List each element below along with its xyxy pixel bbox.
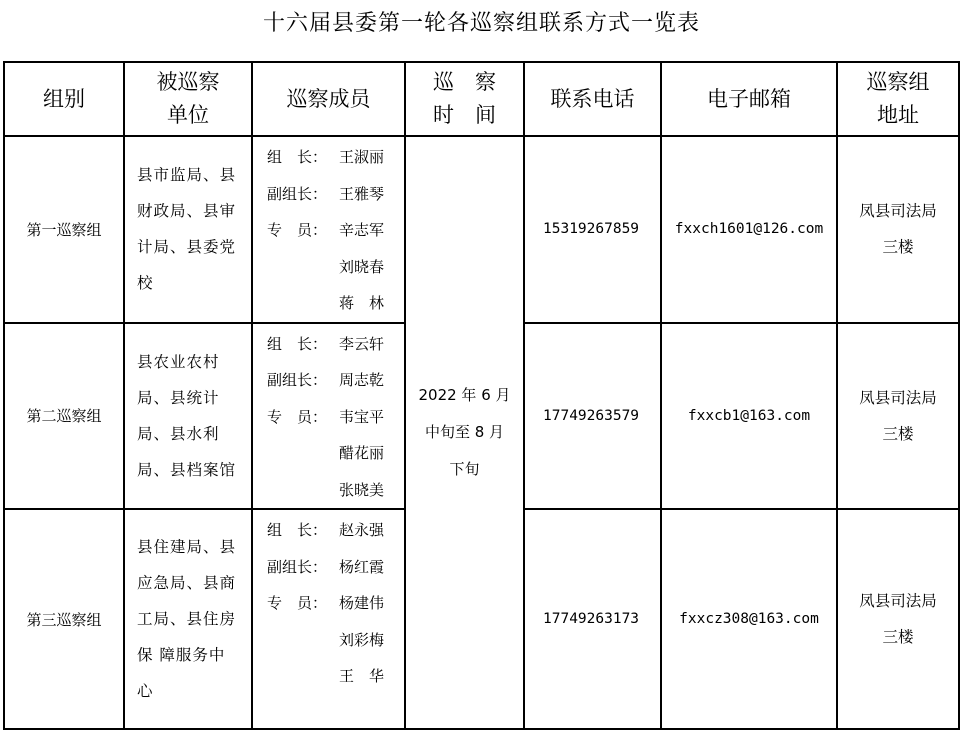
member-role <box>253 249 339 286</box>
header-unit-line2: 单位 <box>167 103 209 127</box>
member-name: 王淑丽 <box>339 148 385 166</box>
member-name: 刘彩梅 <box>339 630 385 649</box>
member-line <box>253 472 404 509</box>
unit-line: 财政局、县审 <box>137 202 237 221</box>
header-address-line2: 地址 <box>877 103 919 127</box>
member-name: 蒋 林 <box>339 294 385 312</box>
member-name: 王雅琴 <box>339 184 385 203</box>
member-role <box>253 285 339 322</box>
member-name: 杨红霞 <box>339 557 385 576</box>
member-role: 专 员： <box>267 407 328 426</box>
members-list <box>252 323 405 510</box>
member-line <box>253 622 404 659</box>
contact-table <box>3 61 960 730</box>
member-name: 杨建伟 <box>339 594 385 612</box>
header-time-line2: 时 间 <box>433 103 496 127</box>
unit-line: 心 <box>137 682 154 700</box>
header-group: 组别 <box>4 62 124 136</box>
header-time-line1: 巡 察 <box>433 70 496 94</box>
member-line <box>253 362 404 399</box>
member-line <box>253 285 404 322</box>
unit-line: 应急局、县商 <box>137 574 237 592</box>
address-line: 凤县司法局 <box>859 388 937 407</box>
address-line: 凤县司法局 <box>859 202 937 221</box>
office-address <box>837 323 959 510</box>
unit-line: 校 <box>137 274 154 293</box>
unit-line: 计局、县委党 <box>137 238 237 257</box>
member-line <box>253 326 404 363</box>
member-name: 醋花丽 <box>339 444 385 462</box>
unit-line: 局、县统计 <box>137 388 220 407</box>
member-line <box>253 212 404 249</box>
member-name: 王 华 <box>339 667 385 685</box>
member-role: 组 长： <box>267 334 328 353</box>
address-line: 三楼 <box>882 424 914 443</box>
header-email: 电子邮箱 <box>661 62 837 136</box>
address-line: 三楼 <box>882 238 914 257</box>
member-line <box>253 399 404 436</box>
office-address <box>837 136 959 323</box>
member-role: 副组长： <box>267 371 328 389</box>
time-line: 中旬至 8 月 <box>424 423 505 441</box>
group-name: 第二巡察组 <box>4 323 124 510</box>
phone-number: 15319267859 <box>524 136 661 323</box>
member-role <box>253 622 339 659</box>
member-name: 辛志军 <box>339 221 385 239</box>
member-line <box>253 585 404 622</box>
members-list <box>252 136 405 323</box>
member-role <box>253 658 339 695</box>
member-name: 周志乾 <box>339 371 385 389</box>
page-title: 十六届县委第一轮各巡察组联系方式一览表 <box>262 11 700 36</box>
header-unit <box>124 62 252 136</box>
member-role: 组 长： <box>267 148 328 166</box>
inspected-units <box>124 323 252 510</box>
office-address <box>837 509 959 729</box>
member-name: 李云轩 <box>339 334 385 353</box>
members-list <box>252 509 405 729</box>
member-name: 张晓美 <box>339 480 385 499</box>
address-line: 凤县司法局 <box>859 592 937 610</box>
header-address-line1: 巡察组 <box>866 70 930 94</box>
member-line <box>253 512 404 549</box>
member-line <box>253 176 404 213</box>
member-line <box>253 435 404 472</box>
time-line: 2022 年 6 月 <box>418 386 511 404</box>
member-name: 刘晓春 <box>339 257 385 276</box>
group-name: 第一巡察组 <box>4 136 124 323</box>
time-line: 下旬 <box>449 460 480 478</box>
unit-line: 局、县档案馆 <box>137 460 237 479</box>
email-address: fxxch1601@126.com <box>661 136 837 323</box>
phone-number: 17749263579 <box>524 323 661 510</box>
member-line <box>253 139 404 176</box>
member-role <box>253 435 339 472</box>
address-line: 三楼 <box>882 628 914 646</box>
member-role: 副组长： <box>267 557 328 576</box>
email-address: fxxcb1@163.com <box>661 323 837 510</box>
member-line <box>253 249 404 286</box>
member-role: 专 员： <box>267 221 328 239</box>
unit-line: 保 障服务中 <box>137 646 226 664</box>
member-role: 专 员： <box>267 594 328 612</box>
table-row <box>4 136 959 323</box>
header-time <box>405 62 524 136</box>
phone-number: 17749263173 <box>524 509 661 729</box>
header-phone: 联系电话 <box>524 62 661 136</box>
header-row <box>4 62 959 136</box>
member-name: 赵永强 <box>339 521 385 539</box>
inspection-time <box>405 136 524 729</box>
member-name: 韦宝平 <box>339 407 385 426</box>
member-line <box>253 549 404 586</box>
email-address: fxxcz308@163.com <box>661 509 837 729</box>
member-role: 组 长： <box>267 521 328 539</box>
header-address <box>837 62 959 136</box>
unit-line: 县住建局、县 <box>137 538 237 556</box>
member-role: 副组长： <box>267 184 328 203</box>
header-unit-line1: 被巡察 <box>156 70 220 94</box>
inspected-units <box>124 509 252 729</box>
inspected-units <box>124 136 252 323</box>
unit-line: 局、县水利 <box>137 424 220 443</box>
group-name: 第三巡察组 <box>4 509 124 729</box>
unit-line: 工局、县住房 <box>137 610 237 628</box>
header-members: 巡察成员 <box>252 62 405 136</box>
unit-line: 县市监局、县 <box>137 166 237 185</box>
member-role <box>253 472 339 509</box>
member-line <box>253 658 404 695</box>
unit-line: 县农业农村 <box>137 352 220 371</box>
